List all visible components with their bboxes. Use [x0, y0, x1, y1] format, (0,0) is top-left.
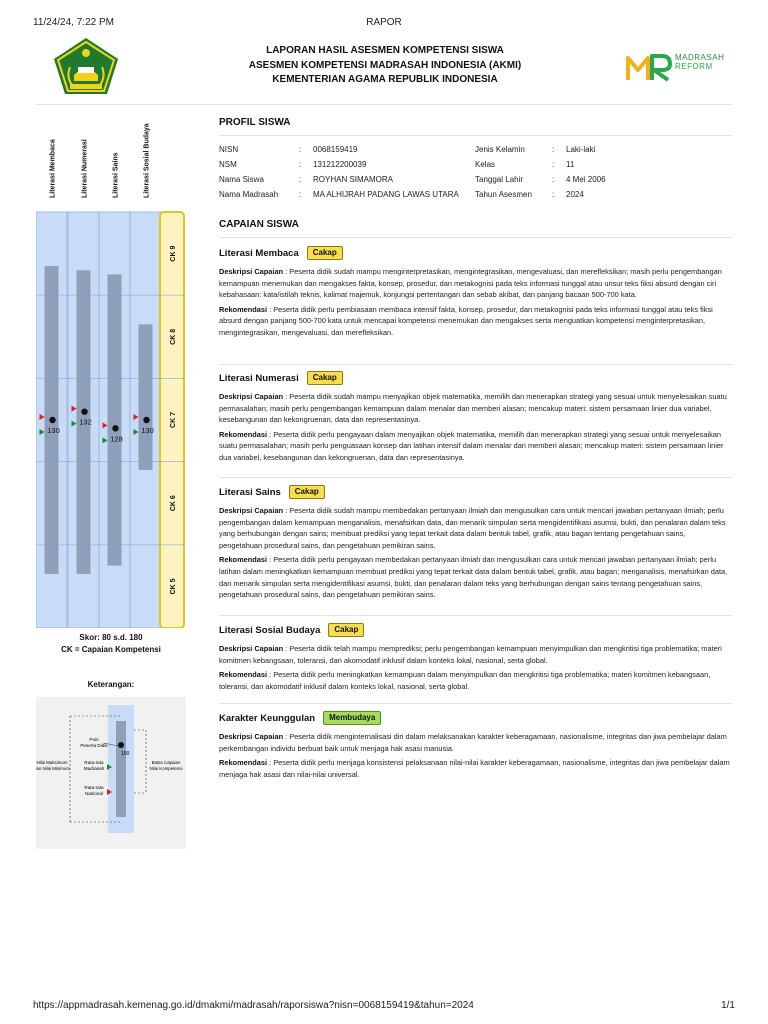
mr-logo-icon: [626, 52, 672, 82]
description-paragraph: Deskripsi Capaian : Peserta didik telah mampu memprediksi; perlu pengembangan kemampuan menyimpulkan dan mengkritisi tiga problematika; materi komitmen kebangsaan, toleransi, dan akomodatif inklusif dalam konteks lokal, nasional, serta global.: [219, 644, 722, 665]
chart-category-label: Literasi Sosial Budaya: [143, 123, 151, 198]
legend-batas-2: Nilai Kompetensi: [149, 766, 183, 771]
section-name: Literasi Membaca: [219, 247, 299, 259]
chart-score-label: 128: [110, 434, 123, 444]
profile-label: NSM: [219, 160, 237, 169]
mr-logo-text-2: REFORM: [675, 62, 713, 71]
profile-colon: :: [552, 190, 555, 199]
description-paragraph: Deskripsi Capaian : Peserta didik menginternalisasi diri dalam melaksanakan karakter keberagamaan, nasionalisme, integritas dan jiwa pembelajar dalam perkembangan individu berbuat baik untuk menjaga hak asasi manusia.: [219, 732, 727, 753]
chart-level-label: CK 6: [170, 495, 177, 512]
desc-label: Deskripsi Capaian: [219, 732, 284, 741]
chart-category-label: Literasi Sains: [112, 152, 120, 198]
legend-rata-nasional-1: Rata-rata: [84, 785, 104, 790]
chart-score-point: [143, 417, 149, 423]
desc-text: Peserta didik sudah mampu menginterpretasikan, mengintegrasikan, mengevaluasi, dan merefleksikan; masih perlu pengembangan kemampuan menemukan dan mengakses fakta, konsep, prosedur, dan metakognisi pada teks informasi tunggal atau unsur teks fiksi absurd dengan ciri kebahasaan: kata/istilah teknis, kalimat majemuk, konjungsi pertentangan dan sebab akibat, dan panjang bacaan 500-700 kata.: [219, 267, 722, 300]
desc-label: Deskripsi Capaian: [219, 506, 284, 515]
profile-label: Nama Madrasah: [219, 190, 279, 199]
section-heading: [219, 710, 730, 726]
achievement-title: CAPAIAN SISWA: [219, 219, 299, 230]
rec-label: Rekomendasi: [219, 304, 268, 314]
profile-label: Tahun Asesmen: [475, 190, 532, 199]
legend-range-bar: [116, 721, 126, 817]
profile-value-tgl-lahir: 4 Mei 2006: [566, 175, 606, 184]
legend-poin: Poin: [89, 737, 99, 742]
rec-label: Rekomendasi: [219, 555, 268, 565]
profile-colon: :: [299, 190, 302, 199]
rec-text: Peserta didik perlu pembiasaan membaca intensif fakta, konsep, prosedur, dan metakognisi pada teks informasi tunggal atau teks fiksi absurd dengan panjang 500-700 kata untuk mencapai kompetensi menemukan dan mengakses serta menguatkan kompetensi menginterpretasikan, mengintegrasikan, mengevaluasi, dan merefleksikan.: [219, 304, 713, 337]
chart-level-label: CK 9: [170, 245, 177, 262]
section-literasi-membaca: [219, 245, 730, 339]
profile-colon: :: [552, 175, 555, 184]
legend-point-marker: [118, 742, 124, 748]
print-footer: [33, 1000, 735, 1014]
desc-label: Deskripsi Capaian: [219, 644, 284, 653]
competency-chart-svg: [36, 108, 186, 628]
section-karakter-keunggulan: [219, 710, 730, 780]
section-divider: [219, 477, 732, 478]
profile-title: PROFIL SISWA: [219, 117, 291, 128]
chart-range-bar: [108, 274, 122, 565]
profile-row: [219, 160, 606, 175]
profile-label: Tanggal Lahir: [475, 175, 524, 184]
profile-divider: [219, 135, 732, 136]
legend-nilai-max-1: Nilai Maksimum: [36, 760, 68, 765]
description-paragraph: Deskripsi Capaian : Peserta didik sudah mampu menginterpretasikan, mengintegrasikan, mengevaluasi, dan merefleksikan; masih perlu pengembangan kemampuan menemukan dan mengakses fakta, konsep, prosedur, dan metakognisi pada teks informasi tunggal atau unsur teks fiksi absurd dengan ciri kebahasaan: kata/istilah teknis, kalimat majemuk, konjungsi pertentangan dan sebab akibat, dan panjang bacaan 500-700 kata.: [219, 267, 722, 300]
section-literasi-sosial-budaya: [219, 622, 730, 692]
desc-text: Peserta didik sudah mampu menyajikan objek matematika, memilih dan menerapkan strategi yang sesuai untuk menyelesaikan suatu permasalahan; masih perlu pengembangan kemampuan dalam menalar dan memberi alasan; mencakup materi: sistem persamaan linier dua variabel, kesebangunan dan kekongruenan, data dan representasinya.: [219, 392, 727, 425]
rec-text: Peserta didik perlu meningkatkan kemampuan dalam menyimpulkan dan mengkritisi tiga problematika; materi komitmen kebangsaan, toleransi, dan akomodatif inklusif dalam konteks lokal, nasional, serta global.: [219, 670, 711, 691]
competency-chart: [36, 108, 186, 628]
profile-colon: :: [552, 145, 555, 154]
profile-value-nisn: 0068159419: [313, 145, 358, 154]
section-literasi-numerasi: [219, 370, 730, 464]
chart-level-label: CK 5: [170, 578, 177, 595]
report-title-line1: LAPORAN HASIL ASESMEN KOMPETENSI SISWA: [266, 45, 504, 56]
profile-value-madrasah: MA ALHIJRAH PADANG LAWAS UTARA: [313, 190, 459, 199]
mr-logo-text-1: MADRASAH: [675, 53, 725, 62]
legend-nilai-max-2: dan Nilai Minimum: [36, 766, 71, 771]
legend-batas-1: Batas Capaian: [151, 760, 181, 765]
ck-definition: CK = Capaian Kompetensi: [61, 645, 161, 654]
chart-score-point: [49, 417, 55, 423]
chart-score-label: 130: [47, 426, 60, 435]
legend-rata-madrasah-1: Rata-rata: [84, 760, 104, 765]
section-heading: [219, 370, 730, 386]
print-header: [33, 17, 735, 31]
profile-colon: :: [299, 160, 302, 169]
desc-label: Deskripsi Capaian: [219, 267, 284, 276]
rec-label: Rekomendasi: [219, 670, 268, 680]
profile-label: Jenis Kelamin: [475, 145, 525, 154]
rec-text: Peserta didik perlu pengayaan membedakan pertanyaan ilmiah dan mengusulkan cara untuk mencari jawaban pertanyaan ilmiah; perlu latihan dalam meningkatkan kemampuan membuat prediksi yang tepat terkait data dalam bentuk tabel, grafik, atau bagan; menganalisis, menafsirkan data, dan menarik simpulan serta mengidentifikasi asumsi, bukti, dan penalaran dalam teks yang berhubungan dengan sains tentang pengetahuan sains, pengetahuan prosedural sains, dan pengetahuan pemikiran sains.: [219, 555, 728, 600]
section-divider: [219, 615, 732, 616]
level-badge: Cakap: [328, 623, 364, 637]
score-note: [36, 632, 186, 656]
print-title: RAPOR: [366, 17, 402, 28]
chart-score-point: [112, 425, 118, 431]
profile-colon: :: [552, 160, 555, 169]
recommendation-paragraph: Rekomendasi : Peserta didik perlu pengayaan dalam menyajikan objek matematika, memilih dan menerapkan strategi yang sesuai untuk menyelesaikan suatu permasalahan; masih perlu penguasaan konsep dan latihan intensif dalam menalar dan memberi alasan; mencakup materi: sistem persamaan linier dua variabel, kesebangunan dan kekongruenan, data dan representasinya.: [219, 429, 724, 462]
profile-label: Nama Siswa: [219, 175, 264, 184]
profile-colon: :: [299, 175, 302, 184]
legend-rata-nasional-2: Nasional: [85, 791, 103, 796]
profile-row: [219, 190, 606, 205]
section-divider: [219, 364, 732, 365]
achievement-divider: [219, 237, 732, 238]
chart-category-label: Literasi Numerasi: [81, 139, 89, 198]
profile-value-kelas: 11: [566, 160, 575, 169]
page-number: 1/1: [721, 1000, 735, 1011]
report-title-line2: ASESMEN KOMPETENSI MADRASAH INDONESIA (AKMI): [248, 59, 522, 71]
score-range: Skor: 80 s.d. 180: [79, 633, 143, 642]
description-paragraph: Deskripsi Capaian : Peserta didik sudah mampu menyajikan objek matematika, memilih dan menerapkan strategi yang sesuai untuk menyelesaikan suatu permasalahan; masih perlu pengembangan kemampuan dalam menalar dan memberi alasan; mencakup materi: sistem persamaan linier dua variabel, kesebangunan dan kekongruenan, data dan representasinya.: [219, 392, 727, 425]
report-title-line3: KEMENTERIAN AGAMA REPUBLIK INDONESIA: [272, 74, 498, 85]
section-literasi-sains: [219, 484, 730, 601]
level-badge: Cakap: [307, 371, 343, 385]
recommendation-paragraph: Rekomendasi : Peserta didik perlu meningkatkan kemampuan dalam menyimpulkan dan mengkritisi tiga problematika; materi komitmen kebangsaan, toleransi, dan akomodatif inklusif dalam konteks lokal, nasional, serta global.: [219, 670, 711, 691]
level-badge: Membudaya: [323, 711, 381, 725]
profile-value-nama: ROYHAN SIMAMORA: [313, 175, 394, 184]
rec-text: Peserta didik perlu pengayaan dalam menyajikan objek matematika, memilih dan menerapkan strategi yang sesuai untuk menyelesaikan suatu permasalahan; masih perlu penguasaan konsep dan latihan intensif dalam menalar dan memberi alasan; mencakup materi: sistem persamaan linier dua variabel, kesebangunan dan kekongruenan, data dan representasinya.: [219, 429, 724, 462]
legend-peserta-didik: Peserta Didik: [80, 743, 108, 748]
profile-value-gender: Laki-laki: [566, 145, 596, 154]
profile-value-tahun: 2024: [566, 190, 584, 199]
desc-text: Peserta didik menginternalisasi diri dalam melaksanakan karakter keberagamaan, nasionalisme, integritas dan jiwa pembelajar dalam perkembangan individu berbuat baik untuk menjaga hak asasi manusia.: [219, 732, 727, 753]
chart-score-label: 130: [141, 426, 154, 435]
desc-label: Deskripsi Capaian: [219, 392, 284, 401]
legend-diagram-svg: [36, 697, 186, 849]
profile-row: [219, 145, 606, 160]
report-title: [180, 44, 590, 88]
print-timestamp: 11/24/24, 7:22 PM: [33, 17, 114, 28]
madrasah-reform-logo: [626, 48, 736, 88]
rec-text: Peserta didik perlu menjaga konsistensi pelaksanaan nilai-nilai karakter keberagamaan, nasionalisme, integritas dan jiwa pembelajar dalam menjaga hak asasi dan nilai-nilai universal.: [219, 758, 730, 779]
level-badge: Cakap: [289, 485, 325, 499]
section-name: Literasi Numerasi: [219, 372, 299, 384]
header-divider: [36, 104, 732, 105]
profile-row: [219, 175, 606, 190]
legend-title: Keterangan:: [87, 680, 135, 689]
section-divider: [219, 703, 732, 704]
legend-sample-value: 100: [121, 751, 130, 757]
print-url[interactable]: https://appmadrasah.kemenag.go.id/dmakmi/madrasah/raporsiswa?nisn=0068159419&tahun=2024: [33, 1000, 474, 1011]
chart-score-point: [81, 408, 87, 414]
profile-label: NISN: [219, 145, 239, 154]
section-heading: [219, 245, 730, 261]
chart-score-label: 132: [79, 417, 92, 427]
profile-table: [219, 145, 739, 205]
profile-colon: :: [299, 145, 302, 154]
section-name: Literasi Sosial Budaya: [219, 624, 321, 636]
level-badge: Cakap: [307, 246, 343, 260]
profile-value-nsm: 131212200039: [313, 160, 367, 169]
section-heading: [219, 622, 730, 638]
recommendation-paragraph: Rekomendasi : Peserta didik perlu pengayaan membedakan pertanyaan ilmiah dan mengusulkan cara untuk mencari jawaban pertanyaan ilmiah; perlu latihan dalam meningkatkan kemampuan membuat prediksi yang tepat terkait data dalam bentuk tabel, grafik, atau bagan; menganalisis, menafsirkan data, dan menarik simpulan serta mengidentifikasi asumsi, bukti, dan penalaran dalam teks yang berhubungan dengan sains tentang pengetahuan sains, pengetahuan prosedural sains, dan pengetahuan pemikiran sains.: [219, 555, 728, 600]
desc-text: Peserta didik telah mampu memprediksi; perlu pengembangan kemampuan menyimpulkan dan mengkritisi tiga problematika; materi komitmen kebangsaan, toleransi, dan akomodatif inklusif dalam konteks lokal, nasional, serta global.: [219, 644, 722, 665]
desc-text: Peserta didik sudah mampu membedakan pertanyaan ilmiah dan mengusulkan cara untuk mencari jawaban pertanyaan ilmiah; perlu pengembangan dalam kemampuan menganalisis, menafsirkan data, dan menarik simpulan serta mengidentifikasi asumsi, bukti, dan penalaran dalam teks yang berhubungan dengan sains; membuat prediksi yang tepat terkait data dalam bentuk tabel, grafik, atau bagan tentang pengetahuan sains, pengetahuan prosedural sains, dan pengetahuan pemikiran sains.: [219, 506, 726, 550]
section-name: Karakter Keunggulan: [219, 712, 316, 724]
recommendation-paragraph: Rekomendasi : Peserta didik perlu menjaga konsistensi pelaksanaan nilai-nilai karakter keberagamaan, nasionalisme, integritas dan jiwa pembelajar dalam menjaga hak asasi dan nilai-nilai universal.: [219, 758, 730, 779]
rec-label: Rekomendasi: [219, 758, 268, 768]
rec-label: Rekomendasi: [219, 429, 268, 439]
profile-label: Kelas: [475, 160, 496, 169]
kemenag-logo-icon: [52, 37, 120, 95]
chart-range-bar: [139, 324, 153, 470]
chart-category-label: Literasi Membaca: [49, 139, 57, 198]
legend-rata-madrasah-2: Madrasah: [83, 766, 105, 771]
recommendation-paragraph: Rekomendasi : Peserta didik perlu pembiasaan membaca intensif fakta, konsep, prosedur, dan metakognisi pada teks informasi tunggal atau teks fiksi absurd dengan panjang 500-700 kata untuk mencapai kompetensi menemukan dan mengakses serta menguatkan kompetensi menginterpretasikan, mengintegrasikan, mengevaluasi, dan merefleksikan.: [219, 304, 713, 337]
chart-level-label: CK 8: [170, 328, 177, 345]
chart-level-label: CK 7: [170, 412, 177, 428]
description-paragraph: Deskripsi Capaian : Peserta didik sudah mampu membedakan pertanyaan ilmiah dan mengusulkan cara untuk mencari jawaban pertanyaan ilmiah; perlu pengembangan dalam kemampuan menganalisis, menafsirkan data, dan menarik simpulan serta mengidentifikasi asumsi, bukti, dan penalaran dalam teks yang berhubungan dengan sains; membuat prediksi yang tepat terkait data dalam bentuk tabel, grafik, atau bagan tentang pengetahuan sains, pengetahuan prosedural sains, dan pengetahuan pemikiran sains.: [219, 506, 726, 550]
section-heading: [219, 484, 730, 500]
section-name: Literasi Sains: [219, 486, 281, 498]
legend-diagram: [36, 697, 186, 849]
